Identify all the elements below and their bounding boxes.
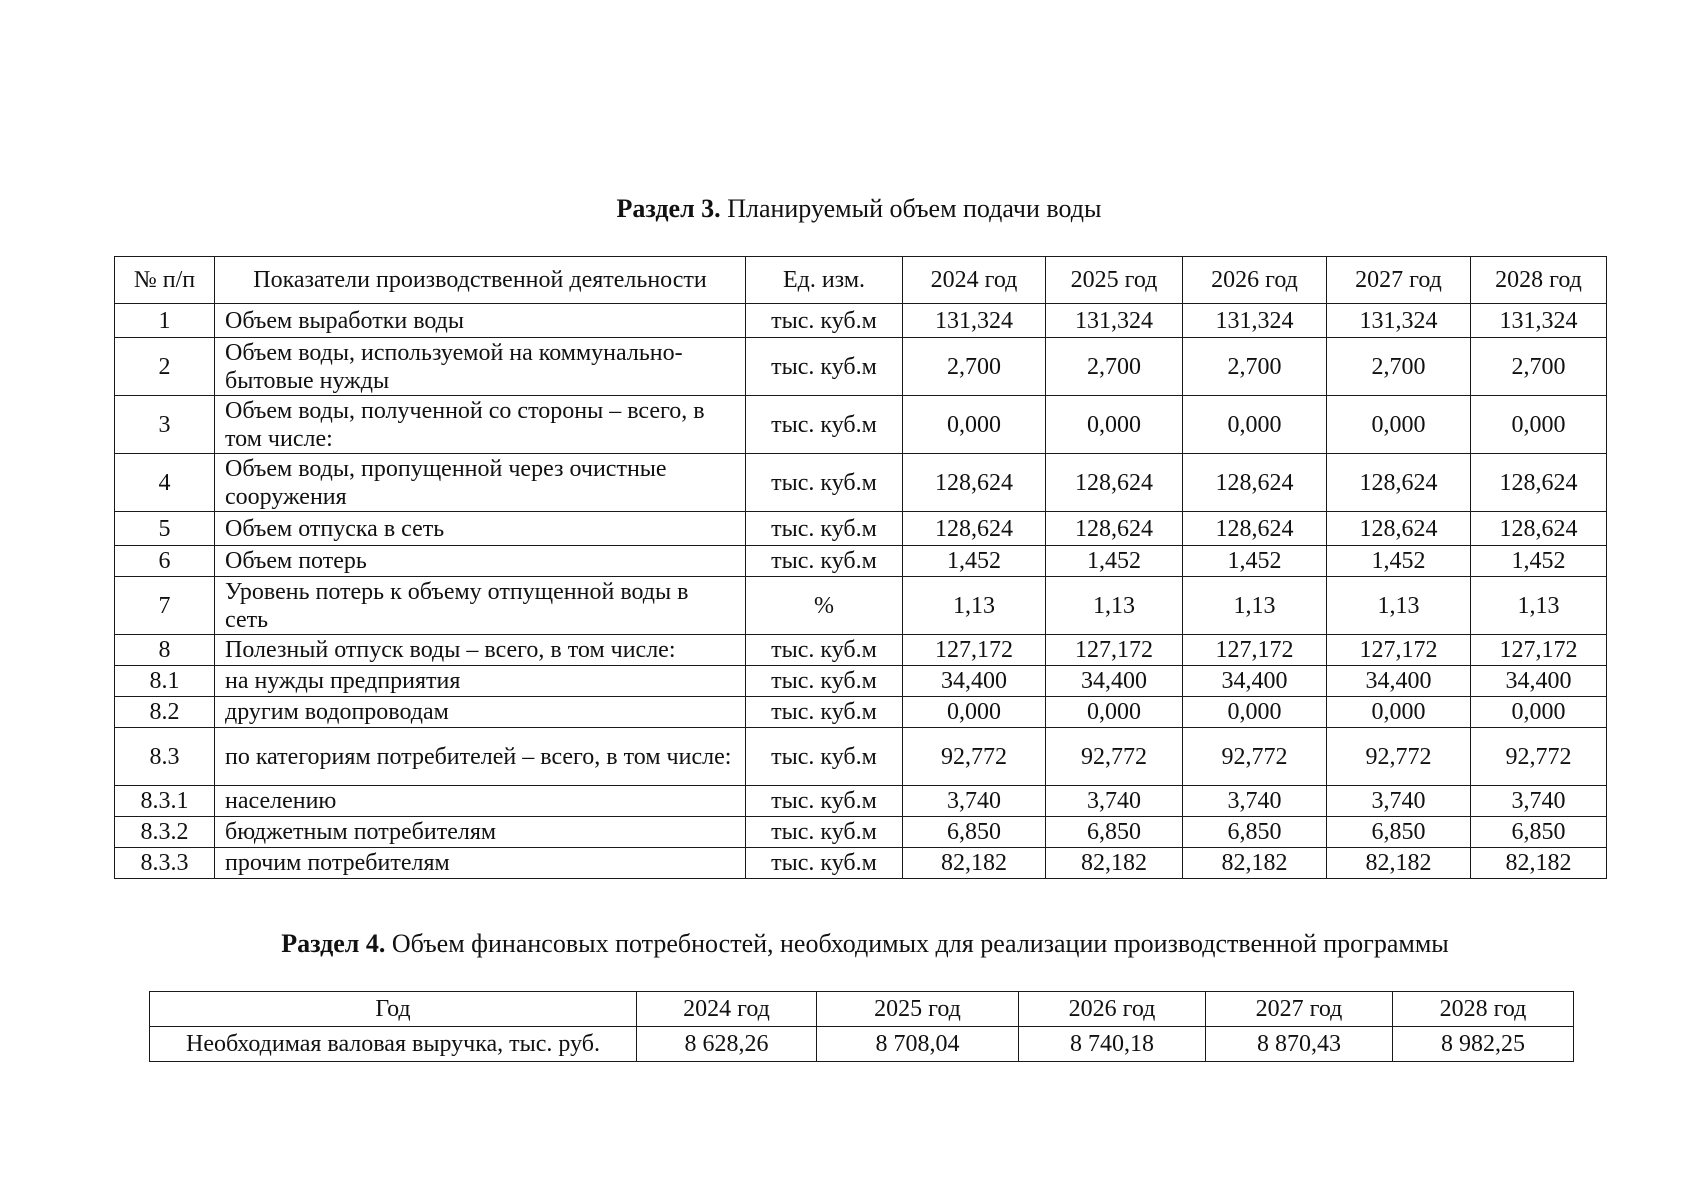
- row-value-2025: 34,400: [1046, 666, 1183, 697]
- table-header-row: [115, 257, 1607, 304]
- row-num: 4: [115, 454, 215, 512]
- table-row: [115, 396, 1607, 454]
- row-value-2026: 92,772: [1183, 728, 1327, 786]
- row-value-2028: 1,13: [1471, 577, 1607, 635]
- row-value-2025: 128,624: [1046, 454, 1183, 512]
- row-value-2026: 0,000: [1183, 396, 1327, 454]
- row-unit: тыс. куб.м: [746, 546, 903, 577]
- row-value-2025: 0,000: [1046, 697, 1183, 728]
- row-indicator: Объем воды, пропущенной через очистные сооружения: [215, 454, 746, 512]
- row-value-2028: 0,000: [1471, 396, 1607, 454]
- table-row: [115, 546, 1607, 577]
- row-value-2027: 0,000: [1327, 396, 1471, 454]
- row-indicator: по категориям потребителей – всего, в том числе:: [215, 728, 746, 786]
- section-3-title: [0, 194, 1705, 224]
- row-unit: тыс. куб.м: [746, 304, 903, 338]
- row-indicator: бюджетным потребителям: [215, 817, 746, 848]
- table-row: [115, 454, 1607, 512]
- row-value-2027: 127,172: [1327, 635, 1471, 666]
- row-value-2025: 1,13: [1046, 577, 1183, 635]
- row-value-2027: 1,13: [1327, 577, 1471, 635]
- row-unit: тыс. куб.м: [746, 635, 903, 666]
- row-value-2027: 2,700: [1327, 338, 1471, 396]
- row-num: 8.2: [115, 697, 215, 728]
- header-2024: 2024 год: [637, 992, 817, 1027]
- row-value-2026: 6,850: [1183, 817, 1327, 848]
- row-value-2025: 8 708,04: [817, 1027, 1019, 1062]
- row-value-2027: 131,324: [1327, 304, 1471, 338]
- header-num: № п/п: [115, 257, 215, 304]
- header-2027: 2027 год: [1327, 257, 1471, 304]
- table-header-row: [150, 992, 1574, 1027]
- row-value-2026: 128,624: [1183, 454, 1327, 512]
- row-value-2024: 2,700: [903, 338, 1046, 396]
- row-value-2024: 128,624: [903, 454, 1046, 512]
- row-value-2027: 34,400: [1327, 666, 1471, 697]
- row-num: 1: [115, 304, 215, 338]
- row-indicator: Объем выработки воды: [215, 304, 746, 338]
- header-indicator: Показатели производственной деятельности: [215, 257, 746, 304]
- row-indicator: Объем отпуска в сеть: [215, 512, 746, 546]
- row-num: 3: [115, 396, 215, 454]
- section-3-title-text: Планируемый объем подачи воды: [720, 194, 1102, 223]
- header-2025: 2025 год: [817, 992, 1019, 1027]
- row-value-2025: 3,740: [1046, 786, 1183, 817]
- row-value-2024: 82,182: [903, 848, 1046, 879]
- row-num: 8.3: [115, 728, 215, 786]
- row-value-2027: 128,624: [1327, 512, 1471, 546]
- row-num: 8: [115, 635, 215, 666]
- row-unit: тыс. куб.м: [746, 396, 903, 454]
- header-year: Год: [150, 992, 637, 1027]
- row-indicator: Объем потерь: [215, 546, 746, 577]
- header-2025: 2025 год: [1046, 257, 1183, 304]
- row-indicator: другим водопроводам: [215, 697, 746, 728]
- row-num: 8.3.3: [115, 848, 215, 879]
- water-supply-table: [114, 256, 1607, 879]
- row-value-2028: 127,172: [1471, 635, 1607, 666]
- row-value-2028: 128,624: [1471, 454, 1607, 512]
- row-unit: тыс. куб.м: [746, 817, 903, 848]
- section-3-title-bold: Раздел 3.: [616, 194, 721, 223]
- table-row: [115, 512, 1607, 546]
- row-value-2025: 128,624: [1046, 512, 1183, 546]
- row-value-2028: 3,740: [1471, 786, 1607, 817]
- row-value-2026: 34,400: [1183, 666, 1327, 697]
- row-value-2026: 2,700: [1183, 338, 1327, 396]
- row-value-2028: 2,700: [1471, 338, 1607, 396]
- table-row: [115, 635, 1607, 666]
- row-indicator: Уровень потерь к объему отпущенной воды в сеть: [215, 577, 746, 635]
- row-value-2025: 127,172: [1046, 635, 1183, 666]
- header-2024: 2024 год: [903, 257, 1046, 304]
- row-unit: тыс. куб.м: [746, 786, 903, 817]
- row-value-2026: 1,13: [1183, 577, 1327, 635]
- row-value-2028: 1,452: [1471, 546, 1607, 577]
- row-unit: тыс. куб.м: [746, 728, 903, 786]
- row-value-2028: 6,850: [1471, 817, 1607, 848]
- row-unit: %: [746, 577, 903, 635]
- row-label: Необходимая валовая выручка, тыс. руб.: [150, 1027, 637, 1062]
- row-value-2027: 1,452: [1327, 546, 1471, 577]
- row-value-2028: 92,772: [1471, 728, 1607, 786]
- row-value-2026: 128,624: [1183, 512, 1327, 546]
- row-value-2025: 92,772: [1046, 728, 1183, 786]
- header-2028: 2028 год: [1393, 992, 1574, 1027]
- row-value-2026: 1,452: [1183, 546, 1327, 577]
- table-row: [115, 848, 1607, 879]
- table-row: [115, 786, 1607, 817]
- row-value-2027: 0,000: [1327, 697, 1471, 728]
- row-num: 2: [115, 338, 215, 396]
- financial-needs-table: [149, 991, 1574, 1062]
- row-value-2025: 6,850: [1046, 817, 1183, 848]
- row-value-2024: 34,400: [903, 666, 1046, 697]
- row-num: 7: [115, 577, 215, 635]
- row-unit: тыс. куб.м: [746, 697, 903, 728]
- table-row: [115, 817, 1607, 848]
- row-value-2027: 8 870,43: [1206, 1027, 1393, 1062]
- row-value-2025: 82,182: [1046, 848, 1183, 879]
- row-value-2024: 1,13: [903, 577, 1046, 635]
- row-value-2027: 3,740: [1327, 786, 1471, 817]
- row-value-2026: 8 740,18: [1019, 1027, 1206, 1062]
- row-value-2024: 1,452: [903, 546, 1046, 577]
- row-value-2026: 127,172: [1183, 635, 1327, 666]
- header-2027: 2027 год: [1206, 992, 1393, 1027]
- row-unit: тыс. куб.м: [746, 512, 903, 546]
- row-num: 5: [115, 512, 215, 546]
- header-2028: 2028 год: [1471, 257, 1607, 304]
- row-value-2026: 3,740: [1183, 786, 1327, 817]
- section-4-title: [0, 929, 1705, 959]
- row-num: 8.3.1: [115, 786, 215, 817]
- row-value-2027: 82,182: [1327, 848, 1471, 879]
- row-unit: тыс. куб.м: [746, 454, 903, 512]
- row-value-2028: 8 982,25: [1393, 1027, 1574, 1062]
- row-value-2028: 0,000: [1471, 697, 1607, 728]
- row-num: 6: [115, 546, 215, 577]
- row-value-2027: 92,772: [1327, 728, 1471, 786]
- row-indicator: Объем воды, полученной со стороны – всего, в том числе:: [215, 396, 746, 454]
- row-value-2024: 127,172: [903, 635, 1046, 666]
- row-value-2026: 82,182: [1183, 848, 1327, 879]
- row-value-2025: 131,324: [1046, 304, 1183, 338]
- section-4-title-text: Объем финансовых потребностей, необходимых для реализации производственной программы: [385, 929, 1449, 958]
- header-2026: 2026 год: [1019, 992, 1206, 1027]
- row-indicator: прочим потребителям: [215, 848, 746, 879]
- row-value-2025: 0,000: [1046, 396, 1183, 454]
- row-unit: тыс. куб.м: [746, 848, 903, 879]
- row-value-2024: 92,772: [903, 728, 1046, 786]
- row-value-2026: 131,324: [1183, 304, 1327, 338]
- table-row: [150, 1027, 1574, 1062]
- table-row: [115, 338, 1607, 396]
- row-value-2028: 131,324: [1471, 304, 1607, 338]
- table-row: [115, 697, 1607, 728]
- row-value-2028: 34,400: [1471, 666, 1607, 697]
- row-num: 8.3.2: [115, 817, 215, 848]
- row-value-2024: 0,000: [903, 396, 1046, 454]
- row-indicator: на нужды предприятия: [215, 666, 746, 697]
- row-num: 8.1: [115, 666, 215, 697]
- table-row: [115, 728, 1607, 786]
- row-value-2025: 2,700: [1046, 338, 1183, 396]
- row-value-2028: 128,624: [1471, 512, 1607, 546]
- row-indicator: населению: [215, 786, 746, 817]
- row-value-2024: 8 628,26: [637, 1027, 817, 1062]
- row-value-2024: 3,740: [903, 786, 1046, 817]
- row-indicator: Полезный отпуск воды – всего, в том числе:: [215, 635, 746, 666]
- row-indicator: Объем воды, используемой на коммунально-бытовые нужды: [215, 338, 746, 396]
- row-value-2027: 128,624: [1327, 454, 1471, 512]
- table-row: [115, 577, 1607, 635]
- section-4-title-bold: Раздел 4.: [281, 929, 386, 958]
- row-value-2025: 1,452: [1046, 546, 1183, 577]
- row-value-2026: 0,000: [1183, 697, 1327, 728]
- table-row: [115, 666, 1607, 697]
- row-unit: тыс. куб.м: [746, 666, 903, 697]
- row-unit: тыс. куб.м: [746, 338, 903, 396]
- table-row: [115, 304, 1607, 338]
- row-value-2024: 131,324: [903, 304, 1046, 338]
- row-value-2027: 6,850: [1327, 817, 1471, 848]
- row-value-2024: 128,624: [903, 512, 1046, 546]
- header-2026: 2026 год: [1183, 257, 1327, 304]
- row-value-2028: 82,182: [1471, 848, 1607, 879]
- row-value-2024: 6,850: [903, 817, 1046, 848]
- row-value-2024: 0,000: [903, 697, 1046, 728]
- header-unit: Ед. изм.: [746, 257, 903, 304]
